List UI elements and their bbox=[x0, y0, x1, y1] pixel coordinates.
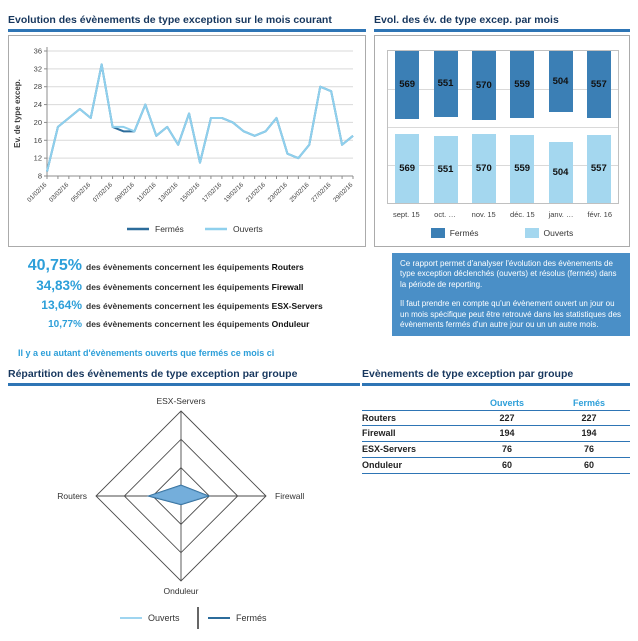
bar-legend bbox=[375, 228, 629, 238]
bar-ouverts-1: 569 bbox=[395, 134, 419, 203]
bar-fermés-2: 551 bbox=[434, 51, 458, 118]
title-underline bbox=[374, 29, 630, 32]
stat-percent: 13,64% bbox=[41, 298, 82, 312]
bar-fermés-5: 504 bbox=[549, 51, 573, 112]
row-label: Routers bbox=[362, 412, 397, 423]
svg-text:12: 12 bbox=[33, 153, 42, 163]
bar-ouverts-2: 551 bbox=[434, 136, 458, 203]
table-row bbox=[362, 410, 630, 426]
svg-text:24: 24 bbox=[33, 99, 42, 109]
svg-text:Ev. de type excep.: Ev. de type excep. bbox=[13, 78, 22, 148]
legend-entry-fermés bbox=[431, 228, 479, 238]
month-label: nov. 15 bbox=[471, 209, 496, 219]
bar-fermés-6: 557 bbox=[587, 51, 611, 118]
radar-title: Répartition des évènements de type exception par groupe bbox=[8, 368, 298, 380]
stat-equipment: Firewall bbox=[271, 281, 304, 292]
bar-fermés-1: 569 bbox=[395, 51, 419, 120]
panel-daily-line bbox=[8, 14, 366, 247]
bar-chart bbox=[374, 35, 630, 247]
svg-text:27/02/16: 27/02/16 bbox=[310, 180, 333, 204]
stat-text: des évènements concernent les équipements ESX-Servers bbox=[86, 301, 323, 311]
svg-text:01/02/16: 01/02/16 bbox=[26, 180, 49, 204]
cell-fermes: 194 bbox=[581, 428, 597, 438]
svg-text:Ouverts: Ouverts bbox=[148, 612, 180, 623]
svg-text:09/02/16: 09/02/16 bbox=[113, 180, 136, 204]
month-label: oct. … bbox=[434, 209, 456, 219]
svg-text:23/02/16: 23/02/16 bbox=[266, 180, 289, 204]
line-chart bbox=[9, 36, 365, 246]
stat-text: des évènements concernent les équipements Onduleur bbox=[86, 318, 310, 329]
svg-text:25/02/16: 25/02/16 bbox=[288, 180, 311, 204]
svg-text:15/02/16: 15/02/16 bbox=[179, 180, 202, 204]
panel-monthly-bars bbox=[374, 14, 630, 247]
title-underline bbox=[8, 383, 360, 386]
table-title: Evènements de type exception par groupe bbox=[362, 368, 574, 380]
svg-text:Onduleur: Onduleur bbox=[163, 585, 199, 596]
bar-ouverts-5: 504 bbox=[549, 142, 573, 203]
legend-entry-ouverts bbox=[525, 228, 574, 238]
table-row bbox=[362, 426, 630, 442]
svg-text:07/02/16: 07/02/16 bbox=[91, 180, 114, 204]
events-table bbox=[362, 395, 630, 474]
legend-label: Fermés bbox=[449, 227, 479, 238]
table-header-ouverts: Ouverts bbox=[489, 397, 524, 408]
table-header-fermes: Fermés bbox=[572, 397, 606, 408]
bar-ouverts-6: 557 bbox=[587, 135, 611, 202]
month-label: janv. … bbox=[548, 209, 574, 219]
svg-text:36: 36 bbox=[33, 46, 42, 55]
month-label: févr. 16 bbox=[587, 209, 612, 219]
svg-text:8: 8 bbox=[37, 171, 42, 180]
svg-text:Routers: Routers bbox=[57, 490, 87, 501]
panel-table bbox=[362, 368, 630, 474]
row-label: Onduleur bbox=[362, 460, 402, 470]
svg-text:Fermés: Fermés bbox=[236, 612, 267, 623]
info-paragraph: Ce rapport permet d'analyser l'évolution des évènements de type exception déclenchés (ouverts) et résolus (fermés) dans la période de reporting. bbox=[400, 259, 617, 289]
svg-text:ESX-Servers: ESX-Servers bbox=[156, 395, 206, 406]
cell-fermes: 227 bbox=[581, 412, 597, 423]
stat-text: des évènements concernent les équipements Routers bbox=[86, 262, 304, 272]
row-label: Firewall bbox=[362, 428, 396, 438]
gridline bbox=[388, 89, 618, 90]
row-label: ESX-Servers bbox=[362, 444, 417, 454]
svg-text:Fermés: Fermés bbox=[155, 223, 184, 234]
bar-fermés-3: 570 bbox=[472, 51, 496, 120]
line-chart-title: Evolution des évènements de type exception sur le mois courant bbox=[8, 14, 332, 26]
cell-fermes: 76 bbox=[583, 444, 594, 454]
stat-equipment: Onduleur bbox=[271, 318, 310, 329]
month-labels bbox=[387, 210, 619, 219]
title-underline bbox=[8, 29, 366, 32]
bar-ouverts-4: 559 bbox=[510, 135, 534, 203]
svg-text:29/02/16: 29/02/16 bbox=[332, 180, 355, 204]
bar-ouverts-3: 570 bbox=[472, 134, 496, 203]
stat-rows bbox=[18, 257, 390, 339]
svg-text:05/02/16: 05/02/16 bbox=[69, 180, 93, 204]
cell-fermes: 60 bbox=[583, 460, 594, 470]
svg-text:28: 28 bbox=[33, 81, 42, 91]
cell-ouverts: 60 bbox=[501, 460, 512, 470]
legend-swatch bbox=[525, 228, 539, 238]
cell-ouverts: 227 bbox=[499, 412, 515, 423]
svg-text:21/02/16: 21/02/16 bbox=[244, 180, 267, 204]
cell-ouverts: 194 bbox=[499, 428, 515, 438]
legend-swatch bbox=[431, 228, 445, 238]
cell-ouverts: 76 bbox=[501, 444, 512, 454]
stat-equipment: Routers bbox=[271, 262, 304, 272]
svg-text:13/02/16: 13/02/16 bbox=[157, 180, 180, 204]
bar-fermés-4: 559 bbox=[510, 51, 534, 119]
month-label: sept. 15 bbox=[392, 209, 420, 219]
stat-text: des évènements concernent les équipements Firewall bbox=[86, 281, 304, 292]
panel-radar bbox=[8, 368, 360, 640]
svg-text:32: 32 bbox=[33, 63, 42, 73]
legend-label: Ouverts bbox=[543, 227, 574, 238]
svg-text:Ouverts: Ouverts bbox=[233, 223, 263, 234]
bar-chart-title: Evol. des év. de type excep. par mois bbox=[374, 14, 559, 26]
info-paragraph: Il faut prendre en compte qu'un évènement ouvert un jour ou un mois spécifique peut être retrouvé dans les statistiques des évènements fermés d'un autre jour ou un un autre mois. bbox=[400, 299, 622, 329]
gridline bbox=[388, 165, 618, 166]
svg-text:16: 16 bbox=[33, 135, 42, 145]
stat-equipment: ESX-Servers bbox=[271, 301, 323, 311]
table-header-row bbox=[362, 395, 630, 410]
bar-plot bbox=[387, 50, 619, 204]
stat-percent: 10,77% bbox=[48, 318, 82, 330]
gridline bbox=[388, 127, 618, 128]
table-row bbox=[362, 458, 630, 474]
stats-note: Il y a eu autant d'évènements ouverts que fermés ce mois ci bbox=[18, 348, 275, 358]
stat-line bbox=[18, 278, 390, 299]
svg-text:11/02/16: 11/02/16 bbox=[135, 180, 158, 203]
stats-summary bbox=[18, 257, 390, 358]
stat-percent: 34,83% bbox=[36, 277, 82, 293]
stat-line bbox=[18, 298, 390, 319]
month-label: déc. 15 bbox=[510, 209, 535, 219]
title-underline bbox=[362, 383, 630, 386]
series-Ouverts bbox=[47, 64, 353, 171]
svg-text:03/02/16: 03/02/16 bbox=[47, 180, 71, 204]
radar-chart bbox=[8, 390, 360, 635]
svg-text:17/02/16: 17/02/16 bbox=[200, 180, 224, 204]
table-row bbox=[362, 442, 630, 458]
svg-text:Firewall: Firewall bbox=[275, 490, 305, 501]
line-chart-box bbox=[8, 35, 366, 247]
svg-text:19/02/16: 19/02/16 bbox=[222, 180, 246, 204]
svg-text:20: 20 bbox=[33, 117, 42, 127]
stat-percent: 40,75% bbox=[27, 257, 82, 274]
series-Fermés bbox=[47, 64, 353, 171]
info-box bbox=[392, 253, 630, 336]
stat-line bbox=[18, 257, 390, 278]
stat-line bbox=[18, 319, 390, 340]
